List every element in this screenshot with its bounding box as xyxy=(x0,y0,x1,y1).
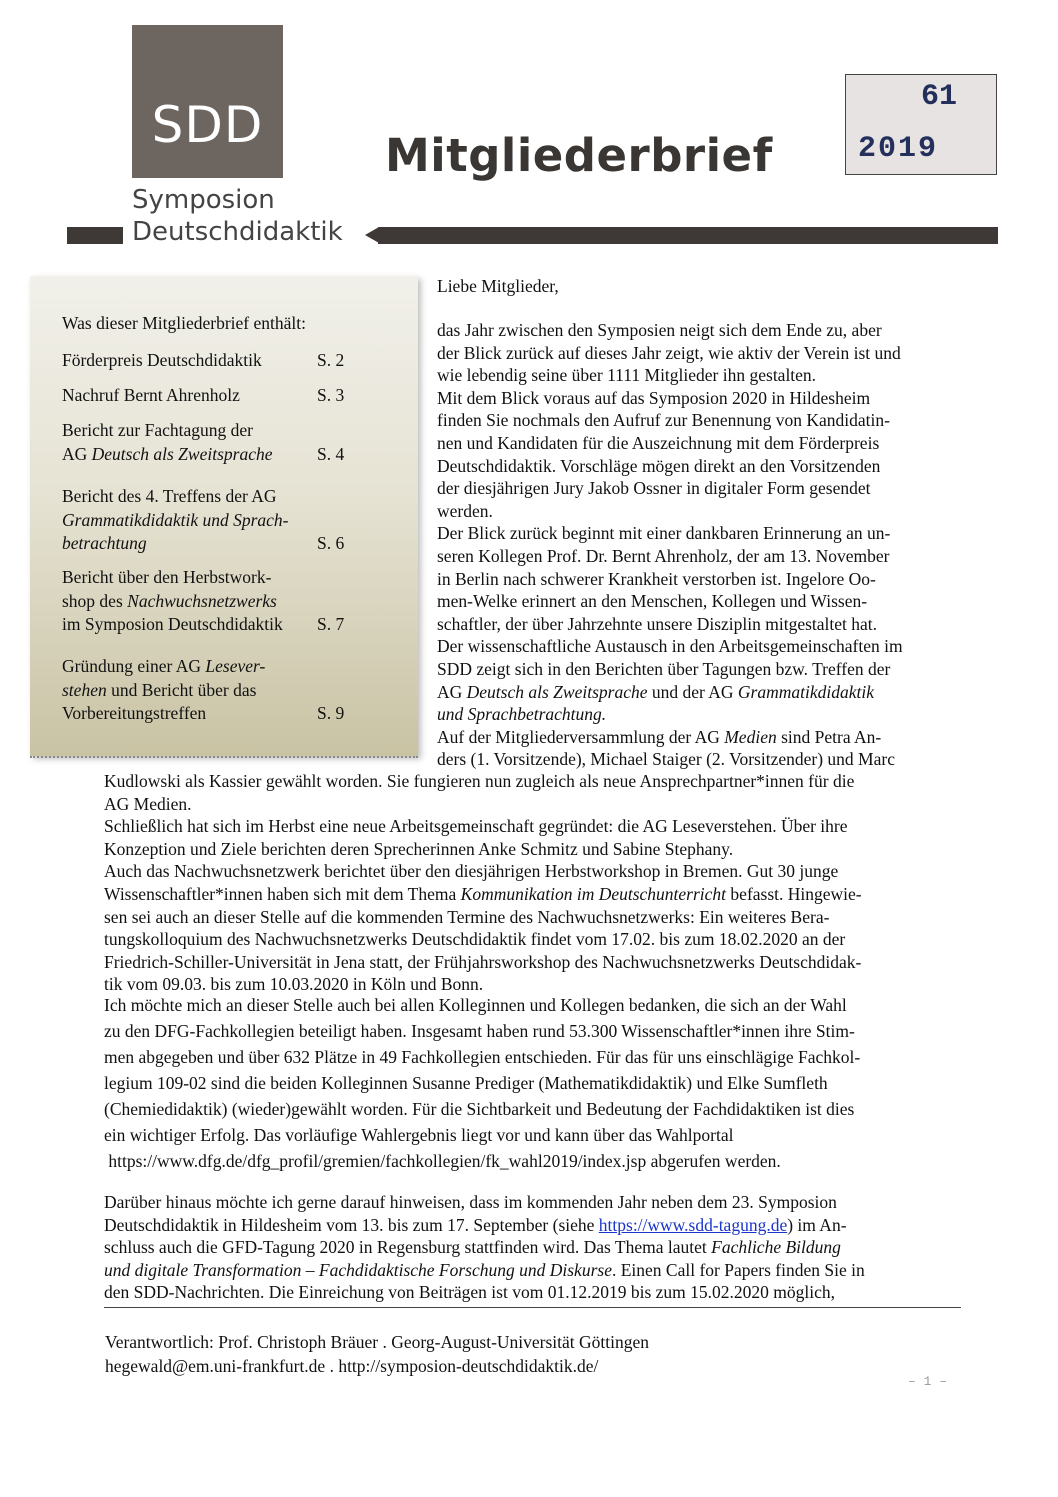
text-line: Der Blick zurück beginnt mit einer dankbaren Erinnerung an un- xyxy=(437,523,891,544)
toc-item-page: S. 6 xyxy=(317,533,345,553)
toc-heading: Was dieser Mitgliederbrief enthält: xyxy=(62,313,306,333)
text-line: der diesjährigen Jury Jakob Ossner in digitaler Form gesendet xyxy=(437,478,871,499)
text-line: das Jahr zwischen den Symposien neigt sich dem Ende zu, aber xyxy=(437,320,882,340)
issue-year: 2019 xyxy=(858,132,939,166)
text-line: sen sei auch an dieser Stelle auf die kommenden Termine des Nachwuchsnetzwerks: Ein weiteres Bera- xyxy=(104,906,830,927)
toc-item: Gründung einer AG Lesever- stehen und Bericht über das Vorbereitungstreffen S. 9 xyxy=(62,655,362,726)
footer-contact: hegewald@em.uni-frankfurt.de . http://symposion-deutschdidaktik.de/ xyxy=(105,1356,599,1376)
text-line: und Sprachbetrachtung. xyxy=(437,704,607,725)
salutation: Liebe Mitglieder, xyxy=(437,276,559,296)
sdd-tagung-link[interactable]: https://www.sdd-tagung.de xyxy=(598,1214,788,1235)
toc-divider xyxy=(30,756,418,758)
text-line: AG Medien. xyxy=(104,793,192,814)
text-line: tik vom 09.03. bis zum 10.03.2020 in Köln und Bonn. xyxy=(104,974,484,995)
letter-final-paragraph xyxy=(104,1191,865,1304)
text-line: ders (1. Vorsitzende), Michael Staiger (2. Vorsitzender) und Marc xyxy=(437,749,895,770)
toc-item-page: S. 2 xyxy=(317,350,345,370)
text-line: Wissenschaftler*innen haben sich mit dem Thema Kommunikation im Deutschunterricht befasst. Hingewie- xyxy=(104,883,862,904)
footer xyxy=(105,1330,649,1378)
text-line: Deutschdidaktik. Vorschläge mögen direkt an den Vorsitzenden xyxy=(437,455,881,476)
text-line: AG Deutsch als Zweitsprache und der AG Grammatikdidaktik xyxy=(437,681,874,702)
text-line: seren Kollegen Prof. Dr. Bernt Ahrenholz, der am 13. November xyxy=(437,545,890,566)
text-line: SDD zeigt sich in den Berichten über Tagungen bzw. Treffen der xyxy=(437,658,891,679)
letter-wide xyxy=(104,770,862,996)
text-line: den SDD-Nachrichten. Die Einreichung von Beiträgen ist vom 01.12.2019 bis zum 15.02.2020 möglich, xyxy=(104,1282,835,1303)
text-line: ein wichtiger Erfolg. Das vorläufige Wahlergebnis liegt vor und kann über das Wahlportal xyxy=(104,1125,734,1145)
logo-text-line1: Symposion xyxy=(132,185,275,215)
text-line: tungskolloquium des Nachwuchsnetzwerks Deutschdidaktik findet vom 17.02. bis zum 18.02.2020 an der xyxy=(104,929,846,950)
footer-responsible: Verantwortlich: Prof. Christoph Bräuer . Georg-August-Universität Göttingen xyxy=(105,1332,650,1352)
text-line: Darüber hinaus möchte ich gerne darauf hinweisen, dass im kommenden Jahr neben dem 23. Symposion xyxy=(104,1192,837,1212)
text-line: https://www.dfg.de/dfg_profil/gremien/fachkollegien/fk_wahl2019/index.jsp abgerufen werden. xyxy=(104,1151,781,1171)
text-line: Deutschdidaktik in Hildesheim vom 13. bis zum 17. September (siehe https://www.sdd-tagung.de) im An- xyxy=(104,1214,847,1235)
text-line: Konzeption und Ziele berichten deren Sprecherinnen Anke Schmitz und Sabine Stephany. xyxy=(104,838,734,859)
text-line: legium 109-02 sind die beiden Kolleginnen Susanne Prediger (Mathematikdidaktik) und Elke Sumfleth xyxy=(104,1073,828,1093)
header-bar-left xyxy=(67,227,123,244)
text-line: und digitale Transformation – Fachdidaktische Forschung und Diskurse. Einen Call for Papers finden Sie in xyxy=(104,1259,865,1280)
text-line: wie lebendig seine über 1111 Mitglieder ihn gestalten. xyxy=(437,365,817,386)
toc-item-page: S. 7 xyxy=(317,614,345,634)
text-line: der Blick zurück auf dieses Jahr zeigt, wie aktiv der Verein ist und xyxy=(437,342,901,363)
text-line: Friedrich-Schiller-Universität in Jena statt, der Frühjahrsworkshop des Nachwuchsnetzwerks Deutschdidak- xyxy=(104,951,862,972)
logo-text-line2: Deutschdidaktik xyxy=(132,217,343,247)
text-line: men-Welke erinnert an den Menschen, Kollegen und Wissen- xyxy=(437,591,868,612)
letter-dfg-paragraph xyxy=(104,992,860,1174)
text-line: schluss auch die GFD-Tagung 2020 in Regensburg stattfinden wird. Das Thema lautet Fachliche Bildung xyxy=(104,1237,841,1258)
text-line: Kudlowski als Kassier gewählt worden. Sie fungieren nun zugleich als neue Ansprechpartner*innen für die xyxy=(104,771,855,791)
letter-column xyxy=(437,319,903,771)
text-line: (Chemiedidaktik) (wieder)gewählt worden. Für die Sichtbarkeit und Bedeutung der Fachdidaktiken ist dies xyxy=(104,1099,855,1119)
page-title: Mitgliederbrief xyxy=(385,129,773,182)
logo-abbr: SDD xyxy=(151,96,264,154)
text-line: Mit dem Blick voraus auf das Symposion 2020 in Hildesheim xyxy=(437,387,871,408)
text-line: Auch das Nachwuchsnetzwerk berichtet über den diesjährigen Herbstworkshop in Bremen. Gut 30 junge xyxy=(104,861,839,882)
text-line: schaftler, der über Jahrzehnte unsere Disziplin mitgestaltet hat. xyxy=(437,613,878,634)
toc-item-page: S. 4 xyxy=(317,443,345,464)
issue-number: 61 xyxy=(921,80,958,114)
page-number: – 1 – xyxy=(908,1374,948,1389)
text-line: Auf der Mitgliederversammlung der AG Medien sind Petra An- xyxy=(437,726,882,747)
text-line: finden Sie nochmals den Aufruf zur Benennung von Kandidatin- xyxy=(437,410,890,431)
header-bar-arrow xyxy=(365,227,379,243)
toc-item: Nachruf Bernt Ahrenholz S. 3 xyxy=(62,384,362,408)
toc-item-page: S. 9 xyxy=(317,703,345,723)
footer-divider xyxy=(104,1307,961,1308)
text-line: Der wissenschaftliche Austausch in den Arbeitsgemeinschaften im xyxy=(437,636,903,657)
text-line: werden. xyxy=(437,500,493,521)
text-line: men abgegeben und über 632 Plätze in 49 Fachkollegien entschieden. Für das für uns einschlägige Fachkol- xyxy=(104,1047,861,1067)
text-line: zu den DFG-Fachkollegien beteiligt haben. Insgesamt haben rund 53.300 Wissenschaftler*innen ihre Stim- xyxy=(104,1021,855,1041)
toc-item: Bericht zur Fachtagung der AG Deutsch als Zweitsprache S. 4 xyxy=(62,419,362,466)
text-line: Ich möchte mich an dieser Stelle auch bei allen Kolleginnen und Kollegen bedanken, die sich an der Wahl xyxy=(104,995,847,1015)
text-line: Schließlich hat sich im Herbst eine neue Arbeitsgemeinschaft gegründet: die AG Leseverstehen. Über ihre xyxy=(104,816,848,837)
text-line: nen und Kandidaten für die Auszeichnung mit dem Förderpreis xyxy=(437,432,880,453)
text-line: in Berlin nach schwerer Krankheit verstorben ist. Ingelore Oo- xyxy=(437,568,876,589)
toc-item: Bericht über den Herbstwork- shop des Nachwuchsnetzwerks im Symposion Deutschdidaktik S. 7 xyxy=(62,566,362,637)
toc-item-page: S. 3 xyxy=(317,385,345,405)
toc-item: Bericht des 4. Treffens der AG Grammatikdidaktik und Sprach- betrachtung S. 6 xyxy=(62,485,362,556)
header-bar-right xyxy=(378,227,998,244)
toc-item: Förderpreis Deutschdidaktik S. 2 xyxy=(62,349,362,373)
